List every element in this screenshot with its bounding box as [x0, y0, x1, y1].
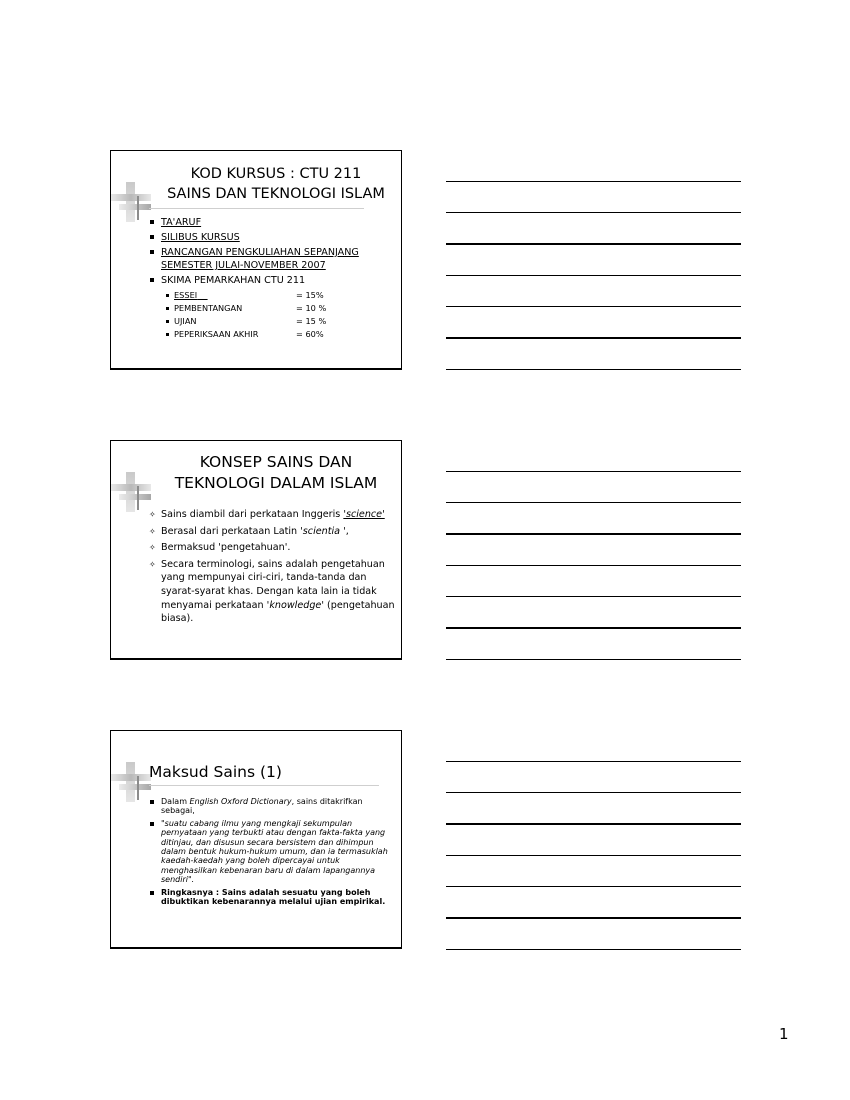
- title-line-1: KONSEP SAINS DAN: [199, 453, 353, 471]
- page-number: 1: [779, 1025, 789, 1043]
- title-line-2: TEKNOLOGI DALAM ISLAM: [174, 474, 378, 492]
- note-line: [446, 792, 741, 793]
- slide-3: [110, 730, 402, 949]
- list-item: ✧ Secara terminologi, sains adalah pengetahuan yang mempunyai ciri-ciri, tanda-tanda dan syarat-syarat khas. Dengan kata lain ia tidak menyamai perkataan 'knowledge' (pengetahuan biasa).: [149, 558, 395, 625]
- sub-list-item: PEMBENTANGAN = 10 %: [174, 302, 397, 315]
- note-line: [446, 596, 741, 597]
- title-divider: [149, 785, 379, 786]
- note-line: [446, 823, 741, 825]
- slide-ornament: [111, 182, 151, 222]
- title-divider: [149, 208, 364, 209]
- note-line: [446, 949, 741, 950]
- bullet-list: [161, 216, 397, 343]
- note-line: [446, 306, 741, 307]
- list-item: SILIBUS KURSUS: [161, 231, 397, 244]
- title-line-1: KOD KURSUS : CTU 211: [190, 166, 362, 182]
- note-line: [446, 761, 741, 762]
- note-line: [446, 627, 741, 629]
- sub-list-item: PEPERIKSAAN AKHIR = 60%: [174, 328, 397, 341]
- list-item: Ringkasnya : Sains adalah sesuatu yang boleh dibuktikan kebenarannya melalui ujian empirikal.: [161, 888, 397, 907]
- list-item: ✧ Bermaksud 'pengetahuan'.: [149, 542, 291, 554]
- slide-ornament: [111, 472, 151, 512]
- note-line: [446, 886, 741, 887]
- note-line: [446, 502, 741, 503]
- note-line: [446, 565, 741, 566]
- list-item: Dalam English Oxford Dictionary, sains ditakrifkan sebagai,: [161, 797, 397, 816]
- list-item: ✧ Sains diambil dari perkataan Inggeris 'science': [149, 509, 385, 520]
- title-line-2: SAINS DAN TEKNOLOGI ISLAM: [167, 186, 385, 202]
- slide-ornament: [111, 762, 151, 802]
- note-line: [446, 855, 741, 856]
- bullet-list: [161, 797, 397, 909]
- sub-list: [174, 289, 397, 341]
- slide-2: [110, 440, 402, 660]
- note-line: [446, 337, 741, 339]
- slide-1: [110, 150, 402, 370]
- list-item: TA'ARUF: [161, 216, 397, 229]
- note-line: [446, 917, 741, 919]
- list-item: "suatu cabang ilmu yang mengkaji sekumpulan pernyataan yang terbukti atau dengan fakta-fakta yang ditinjau, dan disusun secara bersistem dan dihimpun dalam bentuk hukum-hukum umum, dan ia termasuklah kaedah-kaedah yang boleh dipercayai untuk menghasilkan kebenaran baru di dalam lapangannya sendiri".: [161, 819, 397, 885]
- note-line: [446, 181, 741, 182]
- list-item: ✧ Berasal dari perkataan Latin 'scientia ',: [149, 525, 349, 537]
- note-line: [446, 659, 741, 660]
- note-line: [446, 275, 741, 276]
- list-item: RANCANGAN PENGKULIAHAN SEPANJANG SEMESTER JULAI-NOVEMBER 2007: [161, 246, 397, 272]
- note-line: [446, 243, 741, 245]
- list-item: SKIMA PEMARKAHAN CTU 211 ESSEI = 15% PEMBENTANGAN = 10 % UJIAN = 15 % PEPERIKSAAN AKHIR = 60%: [161, 274, 397, 341]
- sub-list-item: UJIAN = 15 %: [174, 315, 397, 328]
- sub-list-item: ESSEI = 15%: [174, 289, 397, 302]
- slide-title: Maksud Sains (1): [149, 763, 282, 781]
- note-line: [446, 471, 741, 472]
- bullet-list: [149, 508, 397, 629]
- slide-title: [151, 164, 401, 204]
- note-line: [446, 369, 741, 370]
- slide-title: [151, 452, 401, 494]
- note-line: [446, 533, 741, 535]
- note-line: [446, 212, 741, 213]
